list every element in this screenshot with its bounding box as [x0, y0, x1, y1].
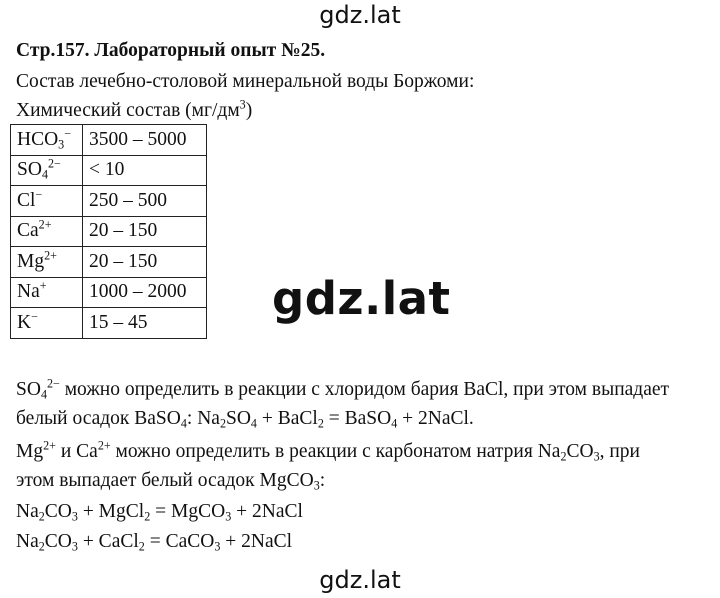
watermark-top: gdz.lat	[319, 1, 401, 29]
value-cell: 250 – 500	[83, 186, 207, 217]
value-cell: < 10	[83, 155, 207, 186]
table-row	[11, 186, 207, 217]
cation-reaction-text: $Mg^{2+}$ и $Ca^{2+}$ можно определить в реакции с карбонатом натрия $Na_2CO_3$, при	[16, 438, 640, 464]
calcium-equation: $Na_2CO_3$ + CaCl$_2$ = CaCO$_3$ + 2NaCl	[16, 531, 293, 554]
value-cell: 1000 – 2000	[83, 277, 207, 308]
table-row	[11, 155, 207, 186]
watermark-bottom: gdz.lat	[319, 566, 401, 594]
ion-cell: $Ca^{2+}$	[11, 216, 83, 247]
table-row	[11, 247, 207, 278]
precipitate-text: этом выпадает белый осадок MgCO$_3$:	[16, 470, 326, 493]
composition-table	[10, 124, 207, 339]
page-heading: Стр.157. Лабораторный опыт №25.	[16, 40, 326, 61]
composition-caption: Химический состав $(мг/дм^3)$	[16, 97, 253, 121]
watermark-center: gdz.lat	[272, 272, 451, 325]
table-row	[11, 308, 207, 339]
table-row	[11, 277, 207, 308]
value-cell: 15 – 45	[83, 308, 207, 339]
ion-cell: K−	[11, 308, 83, 339]
sulfate-reaction-text: $SO_4^{2-}$ можно определить в реакции с хлоридом бария BaCl, при этом выпадает	[16, 376, 670, 402]
ion-cell: $SO_4^{2-}$	[11, 155, 83, 186]
intro-line: Состав лечебно-столовой минеральной воды Боржоми:	[16, 71, 475, 92]
ion-cell: $HCO_3^-$	[11, 125, 83, 156]
sulfate-equation-text: белый осадок BaSO$_4$: $Na_2SO_4$ + BaCl$_2$ = BaSO$_4$ + 2NaCl.	[16, 408, 474, 431]
magnesium-equation: $Na_2CO_3$ + MgCl$_2$ = MgCO$_3$ + 2NaCl	[16, 501, 303, 524]
table-row	[11, 125, 207, 156]
ion-cell: $Mg^{2+}$	[11, 247, 83, 278]
ion-cell: Cl−	[11, 186, 83, 217]
ion-cell: Na+	[11, 277, 83, 308]
value-cell: 20 – 150	[83, 216, 207, 247]
value-cell: 20 – 150	[83, 247, 207, 278]
value-cell: 3500 – 5000	[83, 125, 207, 156]
table-row	[11, 216, 207, 247]
